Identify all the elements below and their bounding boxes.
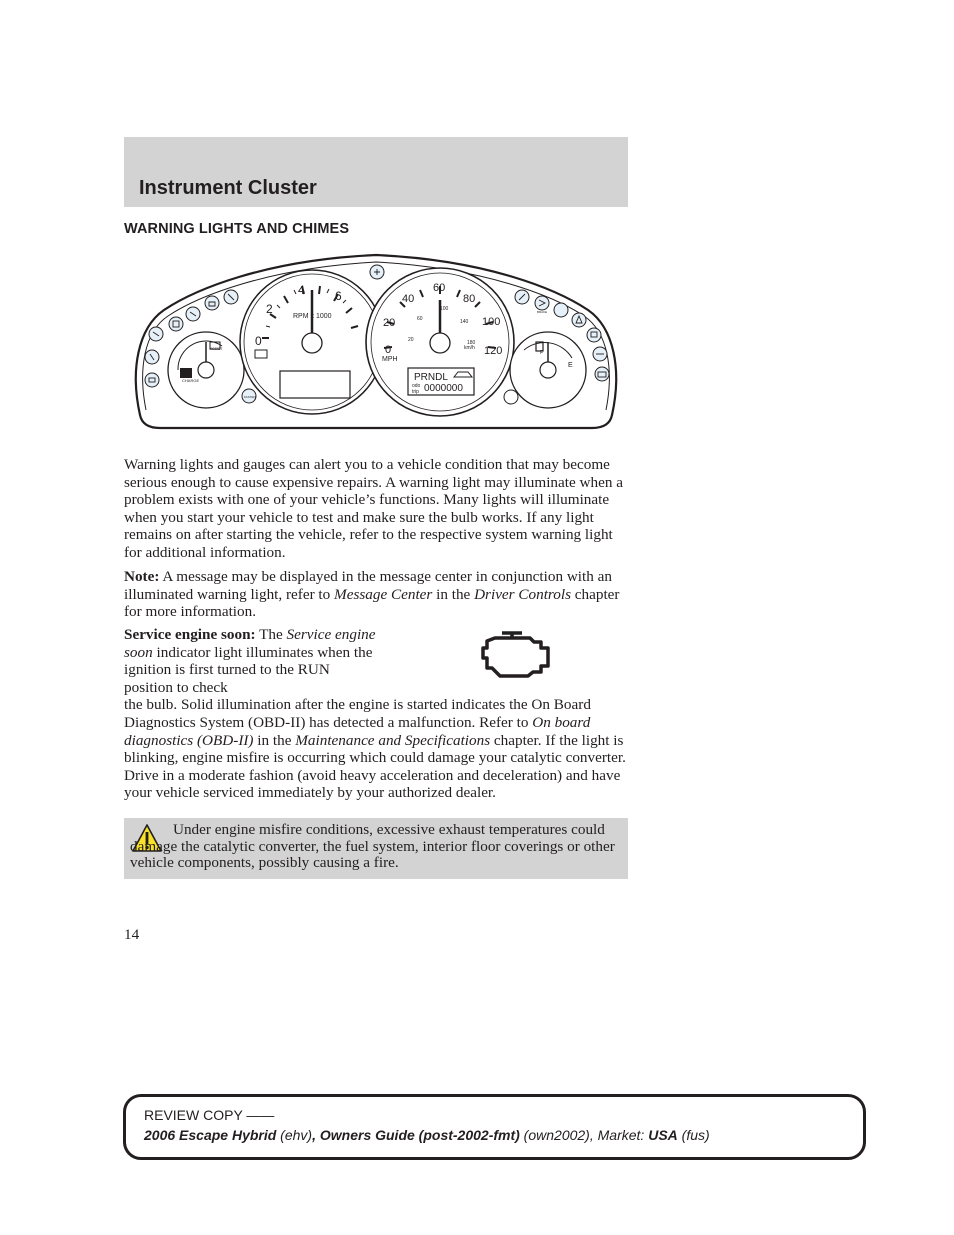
kmh-140: 140 [460,319,469,325]
odometer-value: 0000000 [424,383,463,394]
speedo-100: 100 [482,316,501,328]
service-text-4: in the [253,731,296,749]
speedo-20: 20 [383,317,396,329]
tach-number-0: 0 [255,334,262,348]
review-copy-details [144,1127,710,1143]
tach-number-2: 2 [266,302,273,316]
market-code: (fus) [677,1127,710,1143]
odo-label: odo [412,383,421,389]
note-text-2: in the [432,585,475,603]
driver-controls-ref: Driver Controls [474,585,571,603]
kmh-unit: km/h [464,345,475,351]
service-engine-name: Service engine soon [124,626,376,661]
service-engine-intro [124,626,376,696]
note-text-3: chapter for more information. [124,585,620,621]
svg-text:BRAKE: BRAKE [537,310,548,314]
assist-label: ASSIST [210,347,223,351]
note-label: Note: [124,568,160,585]
speedo-120: 120 [484,345,503,357]
model-code: (ehv) [276,1127,313,1143]
speedo-60: 60 [433,282,446,294]
trip-label: trip [412,389,419,395]
speedo-80: 80 [463,293,476,305]
fuel-full: F [540,350,544,356]
page-title: Instrument Cluster [139,177,317,199]
section-heading: WARNING LIGHTS AND CHIMES [124,221,350,237]
maintenance-ref: Maintenance and Specifications [295,731,491,749]
charge-label: CHARGE [182,378,200,383]
review-copy-label: REVIEW COPY —— [144,1107,275,1123]
instrument-cluster-illustration [124,250,628,435]
page-number: 14 [124,926,140,943]
prndl-label: PRNDL [414,372,448,383]
kmh-180: 180 [467,340,476,346]
tach-number-6: 6 [335,289,342,303]
service-text-5: chapter. If the light is blinking, engine misfire is occurring which could damage your catalytic converter. Drive in a moderate fashion (avoid heavy acceleration and deceleration) and have your vehicle serviced immediately by your authorized dealer. [124,731,626,802]
note-text-1: A message may be displayed in the message center in conjunction with an illuminated warning light, refer to [124,568,612,603]
kmh-100: 100 [440,306,449,312]
obd-ref: On board diagnostics (OBD-II) [124,713,591,749]
speedo-unit: MPH [382,356,398,363]
tach-unit-label: RPM x 1000 [293,313,332,320]
kmh-60: 60 [417,316,423,322]
service-text-1: The [255,626,287,643]
intro-paragraph: Warning lights and gauges can alert you to a vehicle condition that may become serious enough to cause expensive repairs. A warning light may illuminate when a problem exists with one of your vehicle’s functions. Many lights will illuminate when you start your vehicle to test and make sure the bulb works. If any light remains on after starting the vehicle, refer to the respective system warning light for additional information. [124,456,623,561]
kmh-20: 20 [408,337,414,343]
tach-number-4: 4 [298,283,305,297]
check-engine-icon [478,628,554,678]
service-engine-label: Service engine soon: [124,626,256,643]
fuel-empty: E [568,362,573,369]
guide-name: , Owners Guide (post-2002-fmt) [312,1127,520,1143]
svg-text:FASTEN: FASTEN [244,395,256,399]
warning-text: Under engine misfire conditions, excessive exhaust temperatures could damage the catalytic converter, the fuel system, interior floor coverings or other vehicle components, possibly causing a fire. [130,821,615,871]
vehicle-model: 2006 Escape Hybrid [144,1127,277,1143]
note-paragraph [124,568,628,621]
speedo-40: 40 [402,293,415,305]
service-text-2: indicator light illuminates when the ignition is first turned to the RUN position to check [124,643,373,696]
service-text-3: the bulb. Solid illumination after the engine is started indicates the On Board Diagnostics System (OBD-II) has detected a malfunction. Refer to [124,696,591,731]
guide-code: (own2002) [519,1127,590,1143]
market-value: USA [648,1127,678,1143]
market-label: , Market: [589,1127,649,1143]
message-center-ref: Message Center [334,585,433,603]
speedo-0: 0 [385,344,392,356]
